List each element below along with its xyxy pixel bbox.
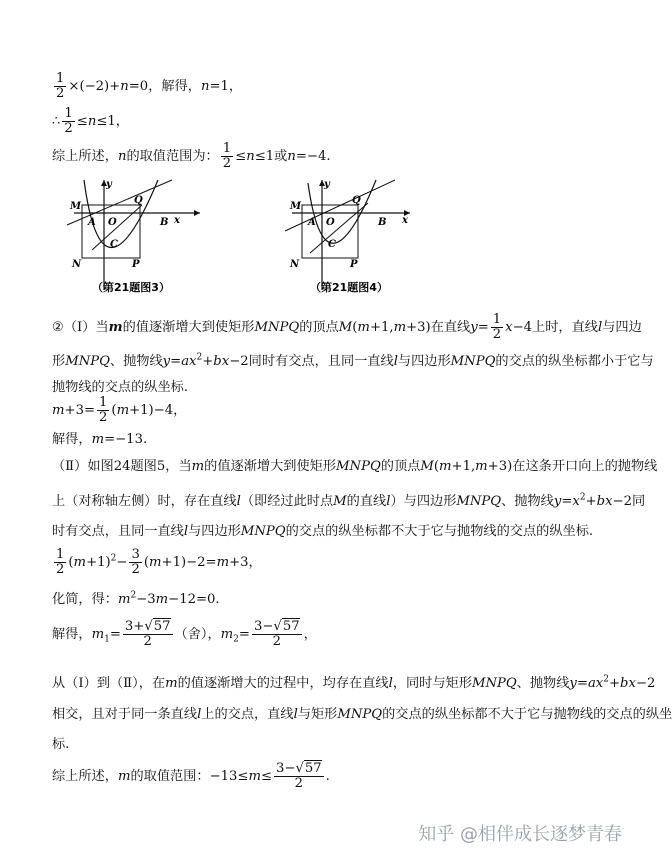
line-p7: 时有交点，且同一直线l与四边形MNPQ的交点的纵坐标都不大于它与抛物线的交点的纵坐标. [52, 524, 594, 539]
text: 形 [52, 354, 66, 369]
line-final: 综上所述，m的取值范围：−13≤m≤ $\frac{3-√57}{2}$ . [52, 761, 330, 791]
text: 综上所述， [52, 148, 118, 164]
label-C: C [110, 239, 118, 250]
text: 在这条开口向上的抛物线 [512, 459, 658, 474]
label-y: y [324, 179, 330, 190]
text: 的交点的纵坐标都小于它与 [495, 354, 654, 369]
label-x: x [402, 215, 408, 226]
line-equation-1: $\frac{1}{2}$ ×(−2)+n=0，解得，n=1， [56, 71, 243, 101]
text: ）与四边形 [390, 494, 457, 509]
text: 的值逐渐增大到使矩形 [122, 319, 255, 335]
label-x: x [174, 215, 180, 226]
text: （舍）， [174, 626, 221, 642]
line-summary-n: 综上所述，n的取值范围为： $\frac{1}{2}$ ≤n≤1或n=−4. [52, 141, 331, 171]
label-M: M [290, 201, 302, 212]
text: （即经过此时点 [240, 494, 334, 509]
line-p4: 抛物线的交点的纵坐标. [52, 380, 189, 395]
text: 与四边形 [188, 524, 241, 539]
line-solve-1: 解得，m=−13. [52, 432, 148, 447]
line-p5: （Ⅱ）如图24题图5，当m的值逐渐增大到使矩形MNPQ的顶点M(m+1,m+3)在这条开口向上的抛物线 [52, 459, 658, 474]
text: 相交，且对于同一条直线 [52, 707, 198, 722]
label-C: C [328, 239, 336, 250]
watermark: 知乎 @相伴成长逐梦青春 [418, 824, 622, 845]
text: 的交点的纵坐标都不大于它与抛物线的交点的纵坐 [382, 707, 672, 722]
text: 的取值范围： [130, 768, 210, 784]
label-B: B [378, 217, 387, 228]
label-M: M [70, 201, 82, 212]
label-O: O [326, 217, 335, 228]
line-p6: 上（对称轴左侧）时，存在直线l（即经过此时点M的直线l）与四边形MNPQ、抛物线$y=x^2+bx-2$同 [52, 492, 646, 509]
text: 上的交点，直线 [201, 707, 294, 722]
text: 与矩形 [297, 707, 338, 722]
label-B: B [160, 217, 169, 228]
text: 与四边 [602, 319, 642, 335]
label-O: O [108, 217, 117, 228]
label-y: y [106, 179, 112, 190]
text: （Ⅱ）如图24题图5，当 [52, 459, 192, 474]
caption-fig3: （第21题图3） [92, 281, 170, 294]
text: ②（Ⅰ）当 [52, 319, 109, 335]
text: 的交点的纵坐标都不大于它与抛物线的交点的纵坐标. [285, 524, 594, 539]
caption-fig4: （第21题图4） [310, 281, 388, 294]
line-solve-2: 解得，$m_1=$ $\frac{3+√57}{2}$ （舍），$m_2=$ $\frac{3-√57}{2}$ ， [52, 619, 317, 649]
line-p10: 标. [52, 737, 70, 752]
text: ，同时与矩形 [392, 676, 472, 691]
text: 的顶点 [380, 459, 421, 474]
label-A: A [308, 217, 316, 228]
text: 或 [274, 148, 288, 164]
label-P: P [132, 259, 140, 270]
text: 的值逐渐增大的过程中，均存在直线 [177, 676, 389, 691]
text: 同时有交点，且同一直线 [248, 354, 394, 369]
label-N: N [72, 259, 82, 270]
label-Q: Q [134, 195, 143, 206]
text: 化简，得： [52, 592, 118, 607]
text: 在直线 [430, 319, 471, 335]
line-equation-m1: m+3= $\frac{1}{2}$ (m+1)−4， [52, 395, 187, 425]
line-simplify: 化简，得：$m^2-3m-12=0$. [52, 590, 220, 607]
label-P: P [350, 259, 358, 270]
text: 解得， [52, 626, 92, 642]
text: 上时，直线 [532, 319, 598, 335]
line-therefore: ∴ $\frac{1}{2}$ ≤n≤1， [52, 106, 129, 136]
text: 的顶点 [299, 319, 339, 335]
text: 的取值范围为： [126, 148, 219, 164]
text: 与四边形 [397, 354, 451, 369]
text: 、抛物线 [109, 354, 163, 369]
text: 上（对称轴左侧）时，存在直线 [52, 494, 237, 509]
line-p2: ②（Ⅰ）当m的值逐渐增大到使矩形MNPQ的顶点M(m+1,m+3)在直线y= $\frac{1}{2}$ x−4上时，直线l与四边 [52, 312, 642, 342]
text: 的直线 [346, 494, 387, 509]
figure-4 [280, 175, 420, 295]
text: 同 [631, 494, 646, 509]
line-p8: 从（Ⅰ）到（Ⅱ），在m的值逐渐增大的过程中，均存在直线l，同时与矩形MNPQ、抛物线$y=ax^2+bx-2$ [52, 674, 656, 691]
text: 、抛物线 [516, 676, 570, 691]
line-equation-m2: $\frac{1}{2}$ $(m+1)^2-$ $\frac{3}{2}$ (m+1)−2=m+3， [56, 547, 262, 577]
label-A: A [88, 217, 96, 228]
text: 时有交点，且同一直线 [52, 524, 184, 539]
label-N: N [290, 259, 300, 270]
label-Q: Q [352, 195, 361, 206]
text: 、抛物线 [501, 494, 554, 509]
text: 从（Ⅰ）到（Ⅱ），在 [52, 676, 166, 691]
line-p9: 相交，且对于同一条直线l上的交点，直线l与矩形MNPQ的交点的纵坐标都不大于它与抛物线的交点的纵坐 [52, 707, 672, 722]
figure-3 [62, 175, 202, 295]
text: 的值逐渐增大到使矩形 [204, 459, 337, 474]
text: 综上所述， [52, 768, 118, 784]
line-p3: 形MNPQ、抛物线$y=ax^2+bx-2$同时有交点，且同一直线l与四边形MNPQ的交点的纵坐标都小于它与 [52, 352, 654, 369]
text: ，解得， [148, 78, 201, 94]
text: 解得， [52, 432, 92, 447]
